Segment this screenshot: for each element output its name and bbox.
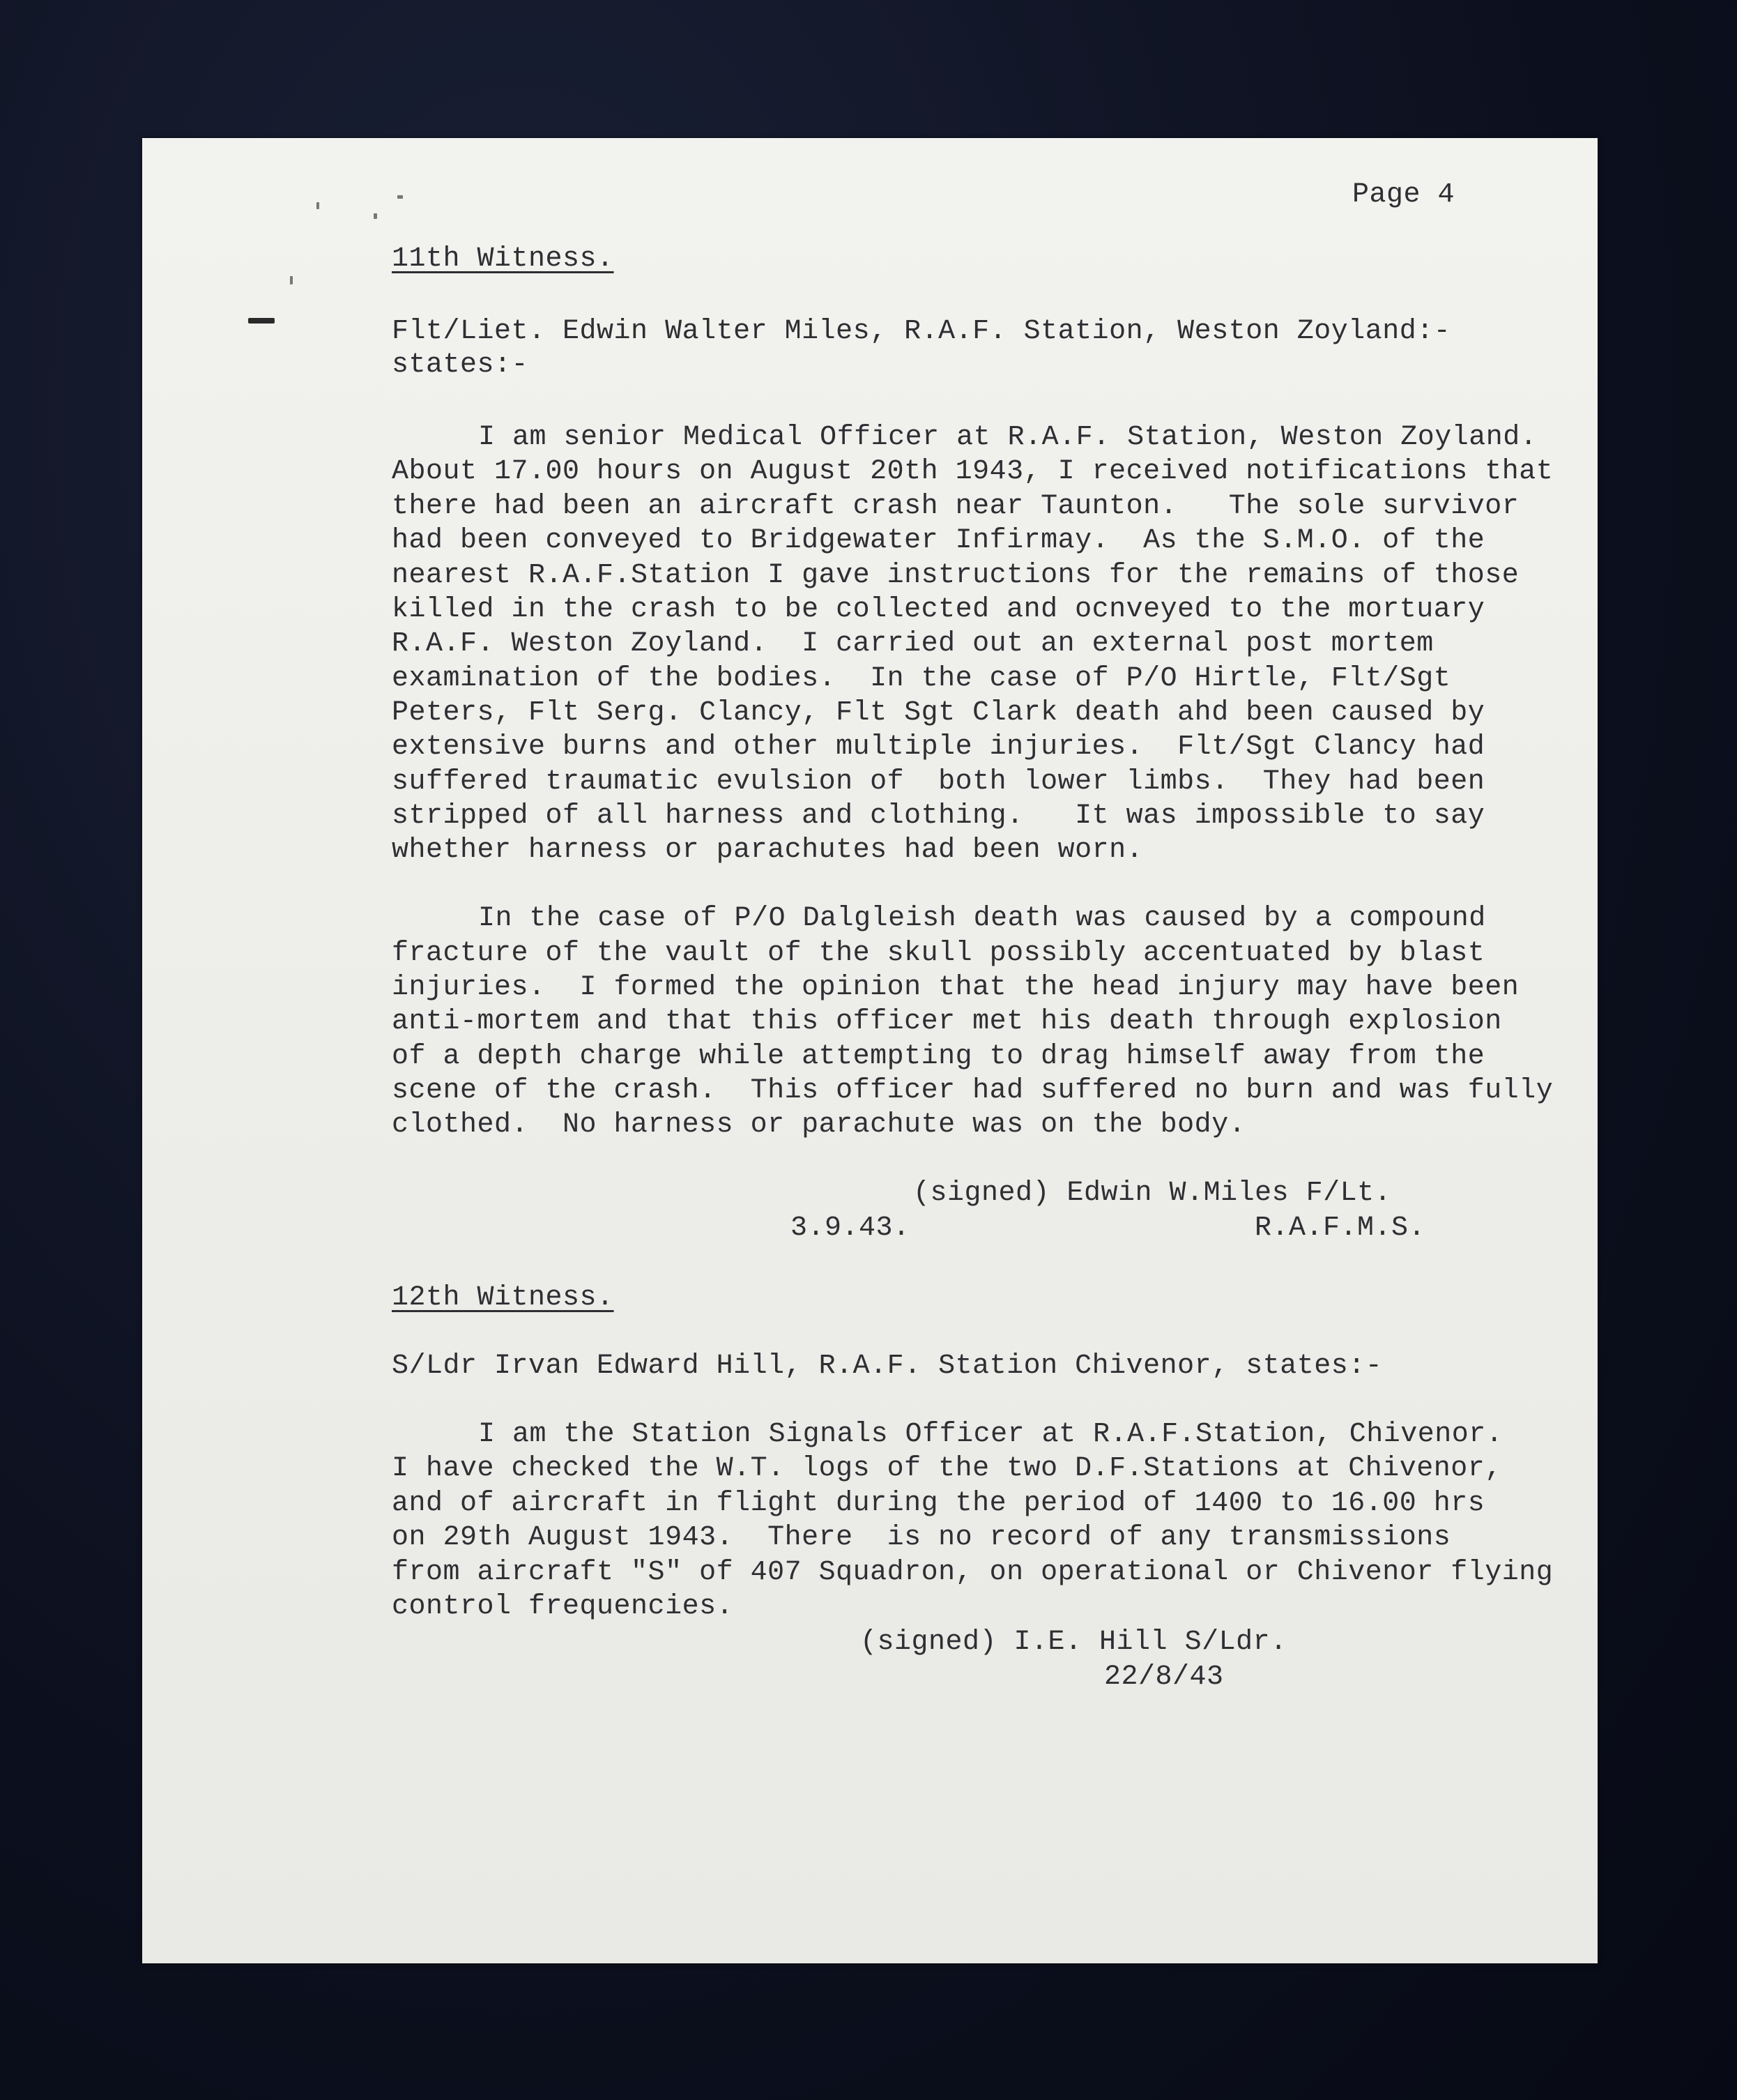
witness-11-paragraph-2-line: scene of the crash. This officer had suffered no burn and was fully [392, 1075, 1554, 1106]
witness-12-paragraph-line: from aircraft "S" of 407 Squadron, on operational or Chivenor flying [392, 1557, 1554, 1588]
document-page [142, 138, 1598, 1963]
witness-11-paragraph-2-line: anti-mortem and that this officer met his death through explosion [392, 1006, 1502, 1037]
witness-11-paragraph-1-line: there had been an aircraft crash near Taunton. The sole survivor [392, 491, 1520, 522]
witness-11-paragraph-1-line: suffered traumatic evulsion of both lower limbs. They had been [392, 766, 1485, 798]
witness-11-intro-line: Flt/Liet. Edwin Walter Miles, R.A.F. Station, Weston Zoyland:- [392, 316, 1451, 347]
witness-11-intro-line: states:- [392, 349, 529, 381]
witness-11-paragraph-1-line: killed in the crash to be collected and ocnveyed to the mortuary [392, 594, 1485, 625]
witness-11-paragraph-1-line: nearest R.A.F.Station I gave instructions for the remains of those [392, 560, 1520, 591]
witness-11-paragraph-2-line: In the case of P/O Dalgleish death was caused by a compound [478, 903, 1486, 934]
witness-11-paragraph-1-line: About 17.00 hours on August 20th 1943, I received notifications that [392, 456, 1554, 487]
witness-12-paragraph-line: on 29th August 1943. There is no record of any transmissions [392, 1522, 1451, 1553]
witness-12-paragraph-line: and of aircraft in flight during the period of 1400 to 16.00 hrs [392, 1488, 1485, 1519]
witness-11-paragraph-1-line: had been conveyed to Bridgewater Infirmay. As the S.M.O. of the [392, 525, 1485, 556]
witness-11-paragraph-2-line: clothed. No harness or parachute was on the body. [392, 1109, 1246, 1141]
witness-12-intro: S/Ldr Irvan Edward Hill, R.A.F. Station Chivenor, states:- [392, 1350, 1383, 1382]
witness-11-paragraph-1-line: I am senior Medical Officer at R.A.F. Station, Weston Zoyland. [478, 422, 1538, 453]
witness-11-paragraph-2-line: injuries. I formed the opinion that the head injury may have been [392, 972, 1520, 1003]
typed-letter [142, 138, 1598, 1963]
witness-12-paragraph-line: control frequencies. [392, 1591, 734, 1622]
witness-11-paragraph-1-line: whether harness or parachutes had been worn. [392, 835, 1144, 866]
witness-11-paragraph-1-line: Peters, Flt Serg. Clancy, Flt Sgt Clark death ahd been caused by [392, 697, 1485, 729]
witness-12-date: 22/8/43 [1104, 1661, 1224, 1693]
witness-11-paragraph-2-line: of a depth charge while attempting to drag himself away from the [392, 1041, 1485, 1072]
witness-12-paragraph-line: I am the Station Signals Officer at R.A.F.Station, Chivenor. [478, 1419, 1503, 1450]
witness-11-paragraph-1-line: stripped of all harness and clothing. It was impossible to say [392, 800, 1485, 832]
witness-11-signature: (signed) Edwin W.Miles F/Lt. [913, 1178, 1392, 1209]
witness-11-paragraph-1-line: extensive burns and other multiple injuries. Flt/Sgt Clancy had [392, 731, 1485, 763]
witness-11-unit: R.A.F.M.S. [1255, 1212, 1426, 1244]
witness-11-heading: 11th Witness. [392, 243, 614, 275]
page-number: Page 4 [1352, 179, 1455, 211]
witness-12-paragraph-line: I have checked the W.T. logs of the two D.F.Stations at Chivenor, [392, 1453, 1502, 1484]
witness-11-paragraph-1-line: R.A.F. Weston Zoyland. I carried out an external post mortem [392, 628, 1434, 660]
witness-11-paragraph-2-line: fracture of the vault of the skull possibly accentuated by blast [392, 938, 1485, 969]
witness-12-heading: 12th Witness. [392, 1282, 614, 1314]
witness-11-paragraph-1-line: examination of the bodies. In the case of P/O Hirtle, Flt/Sgt [392, 663, 1451, 694]
witness-11-date: 3.9.43. [790, 1212, 910, 1244]
witness-12-signature: (signed) I.E. Hill S/Ldr. [860, 1627, 1287, 1658]
